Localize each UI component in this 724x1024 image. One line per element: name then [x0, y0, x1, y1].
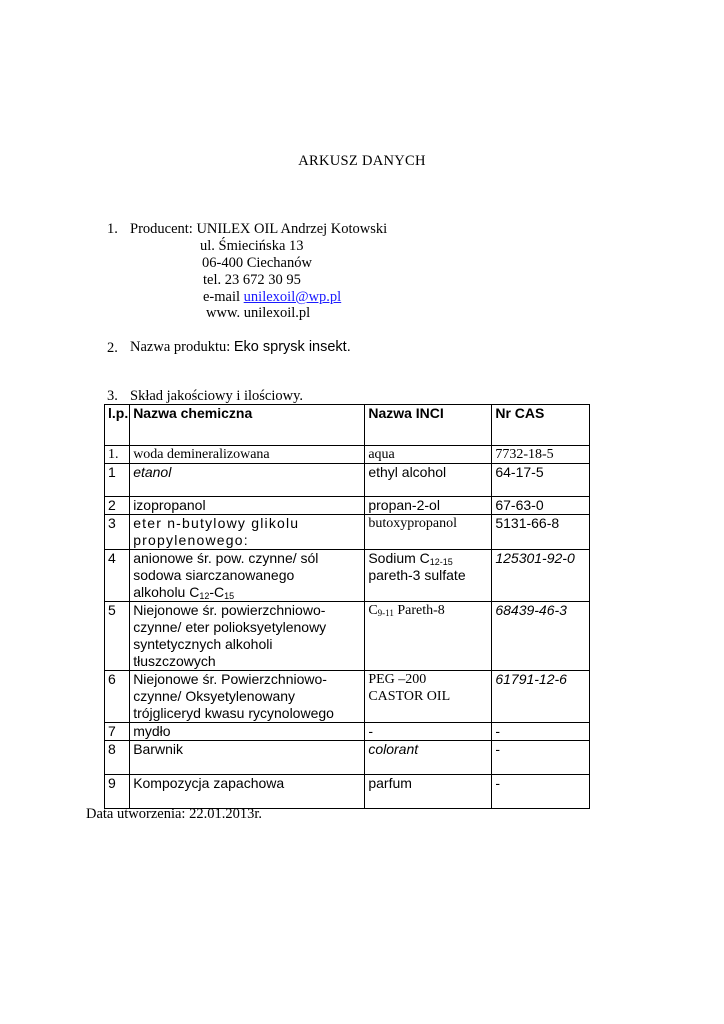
name-line: syntetycznych alkoholi — [133, 636, 273, 652]
row-chemical-name — [130, 602, 365, 671]
producer-street: ul. Śmiecińska 13 — [200, 238, 304, 254]
producer-www: www. unilexoil.pl — [206, 305, 311, 321]
row-chemical-name — [130, 550, 365, 602]
name-part: alkoholu C — [133, 584, 200, 600]
row-cas-number: 64-17-5 — [492, 464, 590, 497]
table-row — [105, 464, 590, 497]
row-chemical-name: woda demineralizowana — [130, 446, 365, 464]
table-row — [105, 446, 590, 464]
row-cas-number: - — [492, 723, 590, 741]
name-line: czynne/ Oksyetylenowany — [133, 688, 296, 704]
row-lp: 5 — [105, 602, 130, 671]
row-inci-name — [365, 602, 492, 671]
table-row — [105, 515, 590, 550]
header-cas-number: Nr CAS — [492, 405, 590, 446]
name-line: trójgliceryd kwasu rycynolowego — [133, 705, 334, 721]
header-chemical-name: Nazwa chemiczna — [130, 405, 365, 446]
section-1-number: 1. — [107, 221, 118, 237]
composition-table — [104, 404, 590, 809]
creation-date: Data utworzenia: 22.01.2013r. — [86, 806, 262, 822]
row-cas-number: - — [492, 741, 590, 775]
subscript: 12 — [199, 591, 210, 601]
name-line: propylenowego: — [133, 532, 249, 548]
producer-label: Producent: UNILEX OIL Andrzej Kotowski — [130, 221, 388, 237]
product-row — [130, 339, 351, 356]
name-line: czynne/ eter polioksyetylenowy — [133, 619, 327, 635]
product-name: Eko sprysk insekt. — [233, 339, 351, 355]
row-inci-name: colorant — [365, 741, 492, 775]
table-row — [105, 671, 590, 723]
row-chemical-name: izopropanol — [130, 497, 365, 515]
inci-line: CASTOR OIL — [368, 689, 451, 704]
row-chemical-name: mydło — [130, 723, 365, 741]
composition-label: Skład jakościowy i ilościowy. — [130, 388, 304, 404]
name-line: tłuszczowych — [133, 653, 216, 669]
row-inci-name — [365, 671, 492, 723]
subscript: 15 — [224, 591, 235, 601]
inci-line — [368, 550, 488, 567]
row-cas-number: - — [492, 775, 590, 809]
row-chemical-name: Kompozycja zapachowa — [130, 775, 365, 809]
product-label: Nazwa produktu: — [130, 339, 234, 355]
row-cas-number: 67-63-0 — [492, 497, 590, 515]
row-lp: 3 — [105, 515, 130, 550]
row-lp: 4 — [105, 550, 130, 602]
name-line: Niejonowe śr. powierzchniowo- — [133, 602, 326, 618]
row-lp: 8 — [105, 741, 130, 775]
email-link[interactable]: unilexoil@wp.pl — [243, 289, 342, 305]
table-row — [105, 741, 590, 775]
row-inci-name: parfum — [365, 775, 492, 809]
row-lp: 1 — [105, 464, 130, 497]
row-lp: 7 — [105, 723, 130, 741]
row-chemical-name: Barwnik — [130, 741, 365, 775]
name-part: -C — [209, 584, 225, 600]
row-chemical-name — [130, 515, 365, 550]
row-lp: 2 — [105, 497, 130, 515]
row-inci-name — [365, 550, 492, 602]
document-title: ARKUSZ DANYCH — [298, 153, 426, 169]
table-row — [105, 497, 590, 515]
table-row — [105, 775, 590, 809]
table-header-row — [105, 405, 590, 446]
row-lp: 9 — [105, 775, 130, 809]
row-inci-name: propan-2-ol — [365, 497, 492, 515]
table-row — [105, 723, 590, 741]
row-inci-name: butoxypropanol — [365, 515, 492, 550]
row-inci-name: - — [365, 723, 492, 741]
inci-part: Pareth-8 — [393, 603, 445, 618]
section-3-number: 3. — [107, 388, 118, 404]
row-lp: 1. — [105, 446, 130, 464]
subscript: 9-11 — [377, 608, 394, 618]
producer-city: 06-400 Ciechanów — [202, 255, 312, 271]
table-row — [105, 550, 590, 602]
inci-line: pareth-3 sulfate — [368, 567, 466, 583]
producer-email-row — [203, 289, 341, 306]
table-row — [105, 602, 590, 671]
row-chemical-name — [130, 671, 365, 723]
name-line: anionowe śr. pow. czynne/ sól — [133, 550, 319, 566]
name-line: sodowa siarczanowanego — [133, 567, 295, 583]
row-lp: 6 — [105, 671, 130, 723]
row-cas-number: 7732-18-5 — [492, 446, 590, 464]
header-lp: l.p. — [105, 405, 130, 446]
section-2-number: 2. — [107, 340, 118, 356]
inci-part: Sodium C — [368, 550, 430, 566]
row-cas-number: 5131-66-8 — [492, 515, 590, 550]
row-chemical-name: etanol — [130, 464, 365, 497]
name-line: eter n-butylowy glikolu — [133, 515, 300, 531]
row-inci-name: aqua — [365, 446, 492, 464]
producer-phone: tel. 23 672 30 95 — [203, 272, 301, 288]
inci-line: PEG –200 — [368, 672, 427, 687]
header-inci-name: Nazwa INCI — [365, 405, 492, 446]
subscript: 12-15 — [429, 557, 453, 567]
row-cas-number: 68439-46-3 — [492, 602, 590, 671]
row-cas-number: 125301-92-0 — [492, 550, 590, 602]
name-line: Niejonowe śr. Powierzchniowo- — [133, 671, 327, 687]
name-line — [133, 584, 361, 601]
inci-part: C — [368, 603, 378, 618]
email-prefix: e-mail — [203, 289, 244, 305]
row-cas-number: 61791-12-6 — [492, 671, 590, 723]
row-inci-name: ethyl alcohol — [365, 464, 492, 497]
